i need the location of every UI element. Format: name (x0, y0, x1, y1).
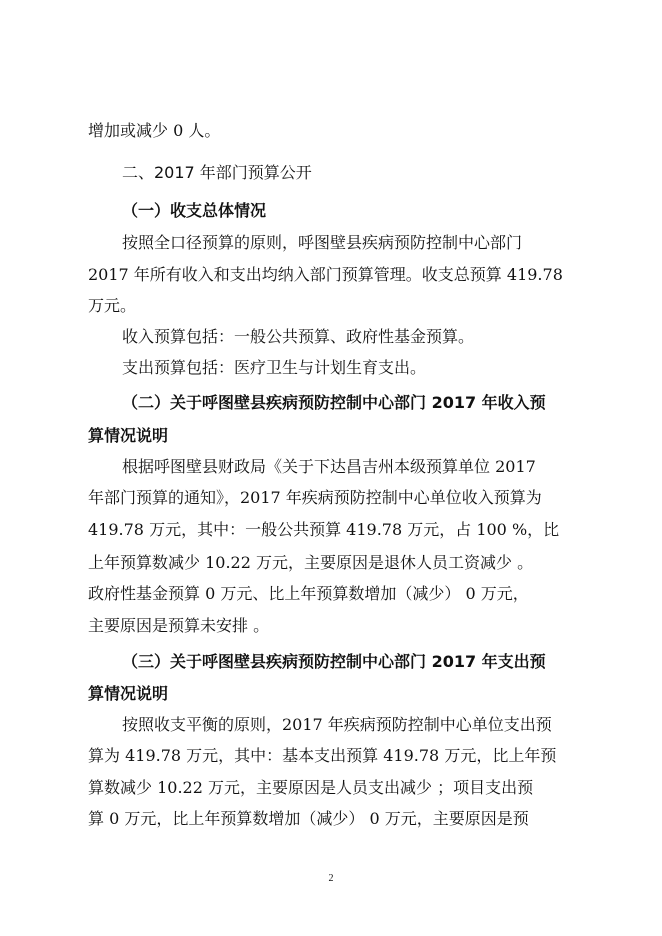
paragraph-line: 主要原因是预算未安排 。 (88, 616, 270, 635)
subheading-overall-income-expenditure: （一）收支总体情况 (122, 201, 267, 220)
page-number: 2 (328, 873, 334, 884)
paragraph-line: 根据呼图壁县财政局《关于下达昌吉州本级预算单位 2017 (122, 457, 536, 476)
paragraph-line: 按照全口径预算的原则，呼图壁县疾病预防控制中心部门 (122, 233, 523, 252)
paragraph-line: 419.78 万元，其中：一般公共预算 419.78 万元，占 100 %，比 (88, 520, 560, 539)
paragraph-line: 算 0 万元，比上年预算数增加（减少） 0 万元，主要原因是预 (88, 809, 529, 828)
text-line-staff-change: 增加或减少 0 人。 (88, 121, 221, 140)
paragraph-line: 上年预算数减少 10.22 万元，主要原因是退休人员工资减少 。 (88, 553, 534, 572)
paragraph-line: 按照收支平衡的原则，2017 年疾病预防控制中心单位支出预 (122, 715, 552, 734)
subheading-expenditure-budget: （三）关于呼图壁县疾病预防控制中心部门 2017 年支出预 (122, 652, 546, 671)
subheading-income-budget-cont: 算情况说明 (88, 426, 169, 445)
paragraph-line: 2017 年所有收入和支出均纳入部门预算管理。收支总预算 419.78 (88, 265, 563, 284)
subheading-income-budget: （二）关于呼图壁县疾病预防控制中心部门 2017 年收入预 (122, 393, 546, 412)
paragraph-line: 万元。 (88, 296, 137, 315)
paragraph-line-expenditure-items: 支出预算包括：医疗卫生与计划生育支出。 (122, 358, 427, 377)
paragraph-line-income-items: 收入预算包括：一般公共预算、政府性基金预算。 (122, 327, 475, 346)
paragraph-line: 年部门预算的通知》，2017 年疾病预防控制中心单位收入预算为 (88, 488, 542, 507)
section-heading-2017-budget: 二、2017 年部门预算公开 (122, 163, 312, 182)
subheading-expenditure-budget-cont: 算情况说明 (88, 684, 169, 703)
paragraph-line: 算为 419.78 万元，其中：基本支出预算 419.78 万元，比上年预 (88, 746, 557, 765)
paragraph-line: 政府性基金预算 0 万元、比上年预算数增加（减少） 0 万元， (88, 584, 529, 603)
paragraph-line: 算数减少 10.22 万元，主要原因是人员支出减少 ；项目支出预 (88, 778, 534, 797)
